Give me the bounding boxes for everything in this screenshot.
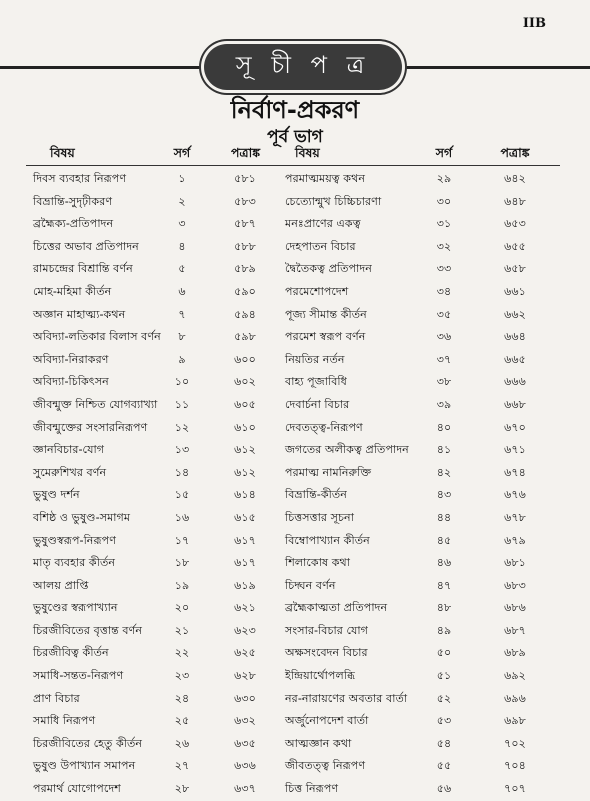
entry-topic: বিম্বোপাখ্যান কীর্তন [285,533,370,547]
entry-topic: মোহ-মহিমা কীর্তন [33,284,112,298]
entry-sarga: ৪৬ [436,556,452,570]
entry-sarga: ৮ [178,330,186,344]
entry-page: ৬০৫ [234,397,256,411]
entry-page: ৬২৩ [234,623,256,637]
entry-page: ৬৫৮ [504,262,526,276]
entry-topic: সুমেরুশিখর বর্ণন [33,465,107,479]
entry-page: ৬১২ [234,443,256,457]
entry-page: ৬৩০ [234,691,256,705]
entry-page: ৬৩৭ [234,782,256,796]
entry-topic: রামচন্দ্রের বিশ্রান্তি বর্ণন [33,262,133,276]
entry-sarga: ৪৯ [436,623,452,637]
entry-sarga: ২ [178,194,186,208]
entry-topic: জীবতত্ত্ব নিরূপণ [285,759,366,773]
entry-topic: চিত্তের অভাব প্রতিপাদন [33,239,139,253]
entry-topic: সমাধি-সন্তত-নিরূপণ [33,669,124,683]
table-row [0,371,590,394]
entry-sarga: ৩৪ [436,284,452,298]
entry-topic: সংসার-বিচার যোগ [285,623,369,637]
entry-topic: চেত্যোন্মুখ চিচ্চিচারণা [285,194,382,208]
entry-page: ৬২৮ [234,669,256,683]
entry-page: ৬৪২ [504,172,526,185]
entry-topic: চিরজীবিতের হেতু কীর্তন [33,736,143,750]
header-sarga-right: সর্গ [435,145,453,160]
entry-sarga: ৫৩ [436,714,452,728]
entry-topic: বিভ্রান্তি-কীর্তন [285,488,347,502]
entry-page: ৭০২ [504,736,526,750]
entry-page: ৬৭১ [504,443,526,457]
entry-sarga: ৫০ [436,646,452,660]
entry-topic: চিরজীবিতের বৃত্তান্ত বর্ণন [33,623,143,637]
entry-page: ৬১০ [234,420,256,434]
table-row [0,642,590,665]
entry-sarga: ১৫ [174,488,190,502]
entry-page: ৬৮১ [504,556,526,570]
section-title: নির্বাণ-প্রকরণ [230,96,360,124]
entry-sarga: ৪৫ [436,533,452,547]
entry-page: ৭০৪ [504,759,526,773]
table-row [0,281,590,304]
entry-sarga: ৩ [178,217,186,231]
entry-topic: চিত্তসত্তার সূচনা [285,510,354,524]
entry-topic: চিত্ত নিরূপণ [285,782,339,796]
entry-page: ৭০৭ [504,782,526,796]
entry-page: ৫৮৭ [234,217,256,231]
entry-topic: অবিদ্যা-নিরাকরণ [33,352,109,366]
entry-topic: জীবন্মুক্তের সংসারনিরূপণ [33,420,148,434]
entry-page: ৬১৪ [234,488,256,502]
entry-sarga: ১৮ [174,556,190,570]
table-row [0,484,590,507]
table-row [0,168,590,191]
entry-page: ৬০০ [234,352,256,366]
header-topic-left: বিষয় [50,145,75,160]
entry-page: ৬১৯ [234,578,256,592]
entry-page: ৬৬২ [504,307,526,321]
entry-page: ৬২১ [234,601,256,615]
entry-sarga: ৩৬ [436,330,452,344]
table-row [0,507,590,530]
banner-title: সূ চী প ত্র [204,44,402,90]
entry-sarga: ৪৪ [436,510,452,524]
table-row [0,258,590,281]
entry-sarga: ১৪ [174,465,190,479]
entry-page: ৬৬৪ [504,330,526,344]
table-row [0,620,590,643]
entry-sarga: ৪৭ [436,578,452,592]
entry-topic: চিদ্ঘন বর্ণন [285,578,336,592]
entry-topic: বাহ্য পূজাবিধি [285,375,347,389]
entry-sarga: ৫ [178,262,186,276]
entry-sarga: ২০ [174,601,190,615]
entry-page: ৬৭৯ [504,533,526,547]
entry-page: ৬১৭ [234,533,256,547]
entry-topic: পরমাত্মময়ত্ব কথন [285,172,366,185]
entry-topic: ব্রহ্মৈক্য-প্রতিপাদন [33,217,114,231]
entry-topic: পূজ্য সীমান্ত কীর্তন [285,307,367,321]
entry-sarga: ৩৩ [436,262,452,276]
entry-sarga: ২২ [174,646,190,660]
entry-sarga: ৫২ [436,691,452,705]
entry-sarga: ৩২ [436,239,452,253]
entry-topic: অজ্ঞান মাহাত্ম্য-কথন [33,307,126,321]
entry-page: ৬২৫ [234,646,256,660]
entry-sarga: ৫৫ [436,759,452,773]
entry-page: ৬৫৩ [504,217,526,231]
entry-topic: ব্রহ্মৈকাত্মতা প্রতিপাদন [285,601,388,615]
entry-page: ৫৮১ [234,172,256,185]
entry-sarga: ৩০ [436,194,452,208]
entry-sarga: ২৪ [174,691,190,705]
entry-topic: বিভ্রান্তি-সুদৃঢ়ীকরণ [33,194,113,208]
entry-topic: ভুষুণ্ড দর্শন [33,488,80,502]
table-row [0,462,590,485]
table-row [0,326,590,349]
entry-page: ৬৩২ [234,714,256,728]
entry-topic: নিয়তির নর্তন [285,352,345,366]
entry-topic: পরমেশোপদেশ [285,284,349,298]
entry-sarga: ৬ [178,284,186,298]
entry-page: ৬৫৫ [504,239,526,253]
entry-topic: ভুষুণ্ড উপাখ্যান সমাপন [33,759,136,773]
entry-sarga: ৩৮ [436,375,452,389]
table-row [0,597,590,620]
entry-sarga: ১৬ [174,510,190,524]
entry-sarga: ২৯ [436,172,452,185]
entry-page: ৫৮৯ [234,262,256,276]
entry-sarga: ৩৭ [436,352,452,366]
table-row [0,755,590,778]
entry-sarga: ১৭ [174,533,190,547]
entry-sarga: ২৮ [174,782,190,796]
entry-sarga: ১ [178,172,186,185]
header-page-left: পত্রাঙ্ক [230,145,261,160]
entry-page: ৬৬৬ [504,375,526,389]
table-row [0,213,590,236]
entry-sarga: ৩৫ [436,307,452,321]
entry-sarga: ৪৮ [436,601,452,615]
entry-sarga: ১২ [174,420,190,434]
entry-sarga: ৯ [178,352,186,366]
entry-sarga: ৪০ [436,420,452,434]
entry-topic: মাতৃ ব্যবহার কীর্তন [33,556,116,570]
entry-topic: দিবস ব্যবহার নিরূপণ [33,172,127,185]
table-row [0,304,590,327]
entry-page: ৬৯২ [504,669,526,683]
entry-page: ৬৯৮ [504,714,526,728]
entry-page: ৬৮৩ [504,578,526,592]
entry-topic: ইন্দ্রিয়ার্থোপলব্ধি [285,669,356,683]
entry-sarga: ৭ [178,307,186,321]
entry-page: ৬৭৪ [504,465,526,479]
entry-page: ৬৮৬ [504,601,526,615]
table-row [0,349,590,372]
entry-topic: জীবন্মুক্ত নিশ্চিত যোগব্যাখ্যা [33,397,158,411]
entry-page: ৬৬৫ [504,352,526,366]
entry-sarga: ১৩ [174,443,190,457]
entry-topic: দেবতত্ত্ব-নিরূপণ [285,420,363,434]
entry-sarga: ২১ [174,623,190,637]
header-divider [26,165,560,166]
entry-page: ৬৬৮ [504,397,526,411]
entry-topic: মনঃপ্রাণের একত্ব [285,217,361,231]
entry-topic: দ্বৈতৈকত্ব প্রতিপাদন [285,262,372,276]
table-row [0,191,590,214]
page-number: IIB [522,16,546,31]
entry-page: ৫৮৩ [234,194,256,208]
header-topic-right: বিষয় [295,145,320,160]
table-row [0,778,590,801]
sub-title: পূর্ব ভাগ [267,127,323,147]
entry-topic: প্রাণ বিচার [33,691,80,705]
entry-page: ৬৮৯ [504,646,526,660]
entry-page: ৬৪৮ [504,194,526,208]
entry-topic: সমাধি নিরূপণ [33,714,96,728]
entry-topic: দেবার্চনা বিচার [285,397,350,411]
entry-topic: অবিদ্যা-লতিকার বিলাস বর্ণন [33,330,161,344]
table-row [0,733,590,756]
entry-page: ৬৬১ [504,284,526,298]
entry-topic: পরমার্থ যোগোপদেশ [33,782,121,796]
entry-page: ৬৩৬ [234,759,256,773]
entry-topic: জগতের অলীকত্ব প্রতিপাদন [285,443,409,457]
entry-topic: পরমাত্ম নামনিরুক্তি [285,465,372,479]
entry-sarga: ১১ [174,397,190,411]
entry-page: ৬১২ [234,465,256,479]
entry-page: ৬০২ [234,375,256,389]
entry-page: ৬৭৬ [504,488,526,502]
table-row [0,575,590,598]
entry-sarga: ২৭ [174,759,190,773]
entry-sarga: ৫৬ [436,782,452,796]
entry-sarga: ২৩ [174,669,190,683]
entry-page: ৬৭৮ [504,510,526,524]
entry-topic: অবিদ্যা-চিকিৎসন [33,375,109,389]
entry-sarga: ১০ [174,375,190,389]
entry-topic: জ্ঞানবিচার-যোগ [33,443,105,457]
entry-sarga: ২৬ [174,736,190,750]
entry-sarga: ৪১ [436,443,452,457]
entry-sarga: ৫৪ [436,736,452,750]
table-row [0,236,590,259]
table-row [0,439,590,462]
entry-topic: দেহপাতন বিচার [285,239,356,253]
entry-topic: শিলাকোষ কথা [285,556,351,570]
table-row [0,417,590,440]
entry-sarga: ৪২ [436,465,452,479]
entry-sarga: ৫১ [436,669,452,683]
entry-page: ৬১৫ [234,510,256,524]
header-page-right: পত্রাঙ্ক [500,145,530,160]
entry-topic: পরমেশ স্বরূপ বর্ণন [285,330,366,344]
entry-sarga: ৩১ [436,217,452,231]
entry-page: ৬৯৬ [504,691,526,705]
entry-page: ৫৯৪ [234,307,256,321]
entry-page: ৫৮৮ [234,239,256,253]
table-row [0,688,590,711]
entry-sarga: ১৯ [174,578,190,592]
header-sarga-left: সর্গ [173,145,191,160]
entry-sarga: ৪ [178,239,186,253]
entry-page: ৬১৭ [234,556,256,570]
entry-topic: নর-নারায়ণের অবতার বার্তা [285,691,408,705]
table-row [0,710,590,733]
entry-page: ৬৮৭ [504,623,526,637]
table-row [0,394,590,417]
entry-topic: আত্মজ্ঞান কথা [285,736,352,750]
table-row [0,530,590,553]
entry-topic: ভুষুণ্ডের স্বরূপাখ্যান [33,601,118,615]
entry-topic: চিরজীবিত্ব কীর্তন [33,646,109,660]
entry-topic: বশিষ্ঠ ও ভুষুণ্ড-সমাগম [33,510,131,524]
entry-page: ৫৯০ [234,284,256,298]
entry-topic: আলয় প্রাপ্তি [33,578,89,592]
entry-sarga: ৩৯ [436,397,452,411]
entry-topic: ভুষুণ্ডস্বরূপ-নিরূপণ [33,533,116,547]
table-row [0,552,590,575]
entry-page: ৫৯৮ [234,330,256,344]
entry-sarga: ২৫ [174,714,190,728]
entry-topic: অর্জুনোপদেশ বার্তা [285,714,369,728]
entry-topic: অক্ষসংবেদন বিচার [285,646,368,660]
entry-page: ৬৭০ [504,420,526,434]
table-header [0,145,590,165]
entry-sarga: ৪৩ [436,488,452,502]
contents-table [0,168,590,801]
table-row [0,665,590,688]
entry-page: ৬৩৫ [234,736,256,750]
